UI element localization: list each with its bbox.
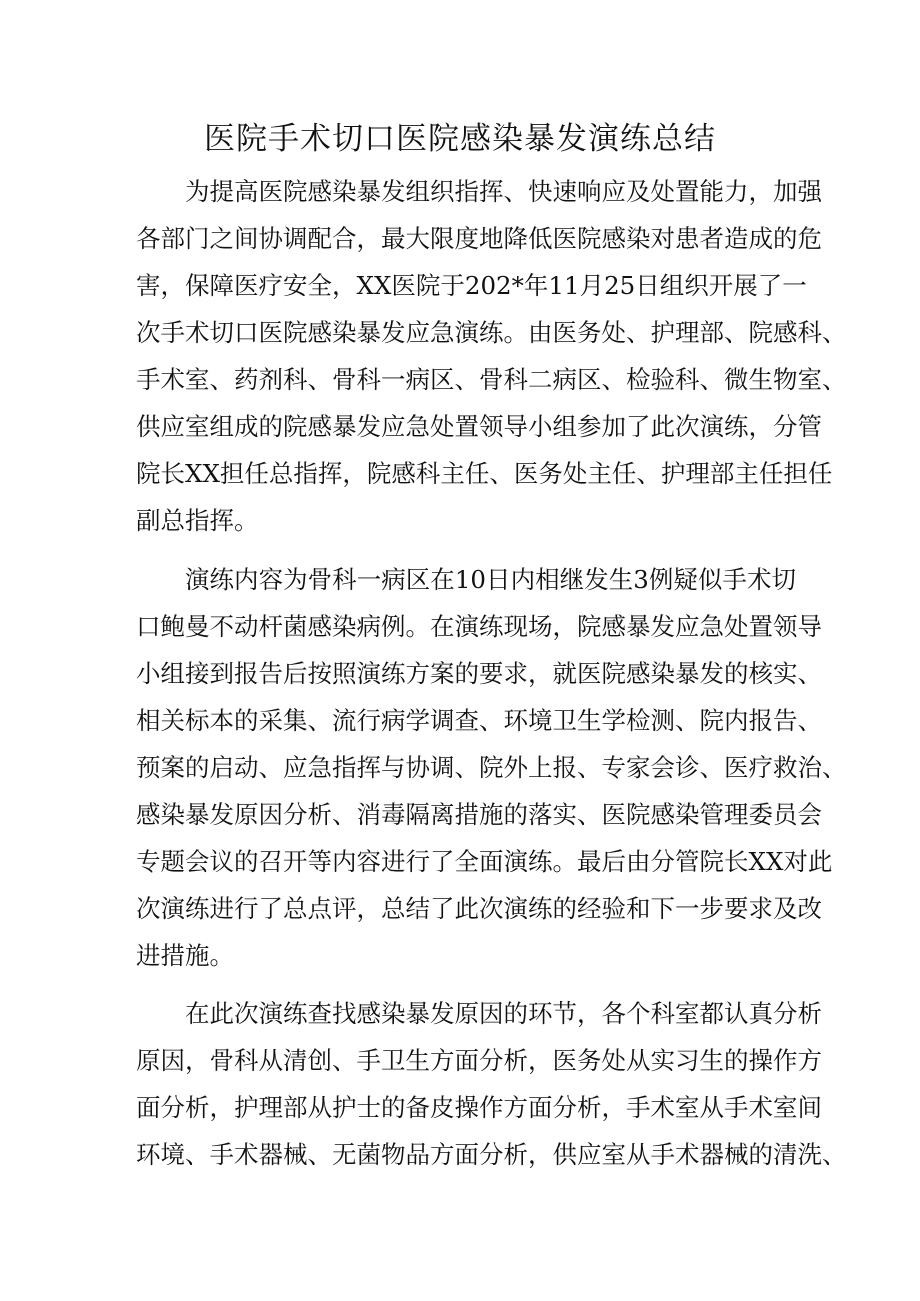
paragraph-line: 专题会议的召开等内容进行了全面演练。最后由分管院长XX对此: [136, 847, 833, 876]
paragraph-line: 害，保障医疗安全，XX医院于202*年11月25日组织开展了一: [136, 271, 807, 300]
paragraph-line: 院长XX担任总指挥，院感科主任、医务处主任、护理部主任担任: [136, 459, 833, 488]
paragraph-line: 各部门之间协调配合，最大限度地降低医院感染对患者造成的危: [136, 224, 822, 253]
document-title: 医院手术切口医院感染暴发演练总结: [204, 121, 716, 157]
paragraph-line: 预案的启动、应急指挥与协调、院外上报、专家会诊、医疗救治、: [136, 753, 847, 782]
paragraph-line: 口鲍曼不动杆菌感染病例。在演练现场，院感暴发应急处置领导: [136, 612, 822, 641]
paragraph-line: 演练内容为骨科一病区在10日内相继发生3例疑似手术切: [185, 565, 796, 594]
paragraph-line: 手术室、药剂科、骨科一病区、骨科二病区、检验科、微生物室、: [136, 365, 847, 394]
paragraph-line: 小组接到报告后按照演练方案的要求，就医院感染暴发的核实、: [136, 659, 822, 688]
paragraph-line: 副总指挥。: [136, 506, 259, 535]
paragraph-line: 为提高医院感染暴发组织指挥、快速响应及处置能力，加强: [185, 177, 822, 206]
paragraph-line: 进措施。: [136, 941, 234, 970]
paragraph-line: 原因，骨科从清创、手卫生方面分析，医务处从实习生的操作方: [136, 1046, 822, 1075]
paragraph-line: 供应室组成的院感暴发应急处置领导小组参加了此次演练，分管: [136, 412, 822, 441]
paragraph-line: 面分析，护理部从护士的备皮操作方面分析，手术室从手术室间: [136, 1093, 822, 1122]
paragraph-line: 次手术切口医院感染暴发应急演练。由医务处、护理部、院感科、: [136, 318, 847, 347]
paragraph-line: 次演练进行了总点评，总结了此次演练的经验和下一步要求及改: [136, 894, 822, 923]
paragraph-line: 环境、手术器械、无菌物品方面分析，供应室从手术器械的清洗、: [136, 1140, 847, 1169]
paragraph-line: 在此次演练查找感染暴发原因的环节，各个科室都认真分析: [185, 999, 822, 1028]
paragraph-line: 相关标本的采集、流行病学调查、环境卫生学检测、院内报告、: [136, 706, 822, 735]
paragraph-line: 感染暴发原因分析、消毒隔离措施的落实、医院感染管理委员会: [136, 800, 822, 829]
